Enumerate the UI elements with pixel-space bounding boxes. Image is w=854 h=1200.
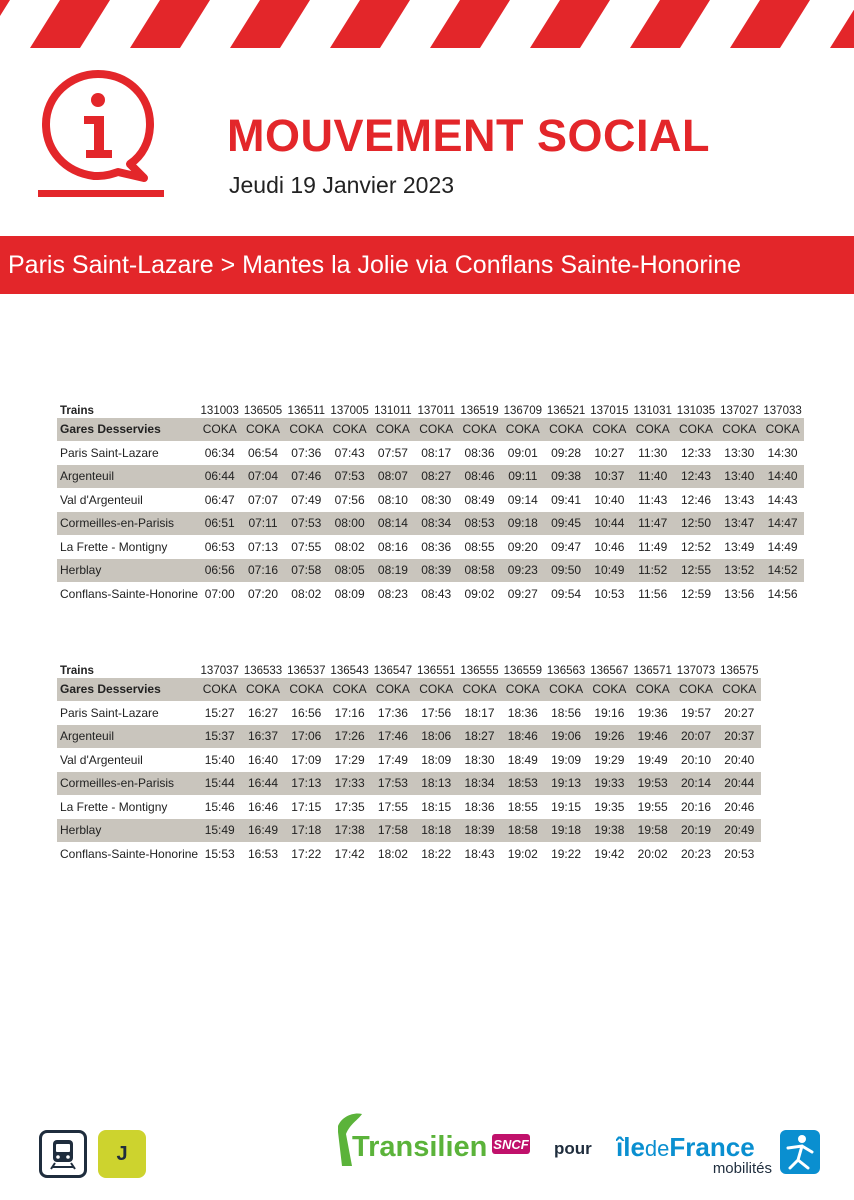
departure-time: 17:09 [291, 752, 322, 767]
departure-time: 09:27 [507, 586, 538, 601]
departure-time: 16:27 [248, 705, 279, 720]
departure-time: 10:27 [594, 445, 625, 460]
departure-time: 20:14 [674, 772, 717, 796]
departure-time: 09:28 [551, 445, 582, 460]
station-name: La Frette - Montigny [60, 539, 168, 554]
train-number-row [57, 393, 804, 418]
station-name: Val d'Argenteuil [60, 752, 143, 767]
departure-time: 15:37 [198, 725, 241, 749]
mission-code: COKA [458, 678, 501, 702]
timetable-morning [57, 393, 804, 606]
departure-time: 08:36 [421, 539, 452, 554]
departure-time: 16:49 [241, 819, 284, 843]
departure-time: 15:49 [198, 819, 241, 843]
departure-time: 18:56 [551, 705, 582, 720]
departure-time: 08:46 [458, 465, 501, 489]
mission-code: COKA [718, 418, 761, 442]
departure-time: 08:07 [371, 465, 414, 489]
train-number: 136571 [633, 664, 672, 677]
departure-time: 11:56 [638, 586, 668, 601]
departure-time: 20:53 [724, 846, 755, 861]
departure-time: 17:29 [334, 752, 365, 767]
mission-code: COKA [415, 418, 458, 442]
departure-time: 17:36 [377, 705, 408, 720]
station-name: Herblay [57, 819, 198, 843]
svg-text:îledeFrance [616, 1132, 755, 1162]
departure-time: 17:49 [377, 752, 408, 767]
departure-time: 15:40 [204, 752, 235, 767]
departure-time: 20:46 [724, 799, 755, 814]
train-icon [39, 1130, 87, 1178]
departure-time: 20:37 [718, 725, 761, 749]
departure-time: 14:49 [767, 539, 798, 554]
departure-time: 19:53 [631, 772, 674, 796]
timetable-afternoon [57, 653, 761, 866]
departure-time: 18:13 [415, 772, 458, 796]
mission-code: COKA [328, 678, 371, 702]
mission-code: COKA [241, 678, 284, 702]
train-number: 136567 [590, 664, 629, 677]
station-name: La Frette - Montigny [60, 799, 168, 814]
departure-time: 13:40 [718, 465, 761, 489]
departure-time: 13:49 [724, 539, 755, 554]
mission-code: COKA [631, 678, 674, 702]
train-number: 137005 [330, 404, 369, 417]
departure-time: 17:56 [421, 705, 452, 720]
departure-time: 06:54 [248, 445, 279, 460]
departure-time: 08:49 [464, 492, 495, 507]
station-name: Cormeilles-en-Parisis [57, 772, 198, 796]
departure-time: 07:00 [204, 586, 235, 601]
departure-time: 19:02 [507, 846, 538, 861]
departure-time: 08:19 [371, 559, 414, 583]
departure-time: 18:06 [415, 725, 458, 749]
departure-time: 11:52 [631, 559, 674, 583]
departure-time: 07:43 [334, 445, 365, 460]
departure-time: 17:55 [377, 799, 408, 814]
departure-time: 11:49 [638, 539, 668, 554]
departure-time: 17:35 [334, 799, 365, 814]
table-row [57, 795, 761, 819]
departure-time: 19:36 [637, 705, 668, 720]
station-name: Argenteuil [57, 725, 198, 749]
trains-label: Trains [60, 664, 94, 677]
departure-time: 19:06 [544, 725, 587, 749]
mission-code: COKA [631, 418, 674, 442]
departure-time: 09:01 [507, 445, 538, 460]
departure-time: 18:27 [458, 725, 501, 749]
departure-time: 19:22 [551, 846, 582, 861]
departure-time: 09:54 [551, 586, 582, 601]
mission-code: COKA [198, 418, 241, 442]
departure-time: 12:52 [680, 539, 711, 554]
idf-de: de [644, 1136, 670, 1161]
departure-time: 07:11 [241, 512, 284, 536]
departure-time: 19:58 [631, 819, 674, 843]
trains-label: Trains [60, 404, 94, 417]
station-name: Cormeilles-en-Parisis [57, 512, 198, 536]
mission-code: COKA [588, 678, 631, 702]
table-row [57, 488, 804, 512]
departure-time: 09:11 [501, 465, 544, 489]
table-row [57, 465, 804, 489]
train-number: 136533 [243, 664, 283, 677]
mission-code: COKA [458, 418, 501, 442]
departure-time: 19:57 [680, 705, 711, 720]
departure-time: 09:38 [544, 465, 587, 489]
departure-time: 18:53 [501, 772, 544, 796]
train-number: 136519 [460, 404, 499, 417]
mission-code: COKA [674, 678, 717, 702]
departure-time: 08:02 [291, 586, 322, 601]
departure-time: 16:56 [291, 705, 322, 720]
departure-time: 19:46 [631, 725, 674, 749]
station-name: Conflans-Sainte-Honorine [60, 846, 199, 861]
departure-time: 07:55 [291, 539, 322, 554]
departure-time: 08:09 [334, 586, 365, 601]
departure-time: 09:18 [501, 512, 544, 536]
departure-time: 20:27 [724, 705, 755, 720]
line-j-badge: J [98, 1130, 146, 1178]
station-name: Herblay [57, 559, 198, 583]
departure-time: 10:46 [594, 539, 625, 554]
mission-row [57, 678, 761, 702]
departure-time: 17:18 [285, 819, 328, 843]
idf-mobilites-logo [616, 1128, 824, 1178]
mission-code: COKA [241, 418, 284, 442]
departure-time: 07:13 [248, 539, 279, 554]
departure-time: 06:47 [204, 492, 235, 507]
train-number: 136537 [287, 664, 326, 677]
departure-time: 08:17 [421, 445, 452, 460]
departure-time: 18:02 [377, 846, 408, 861]
table-row [57, 582, 804, 606]
departure-time: 16:37 [241, 725, 284, 749]
departure-time: 20:19 [674, 819, 717, 843]
pour-label: pour [554, 1139, 592, 1158]
departure-time: 12:55 [674, 559, 717, 583]
table-row [57, 559, 804, 583]
departure-time: 15:46 [204, 799, 235, 814]
departure-time: 19:29 [594, 752, 625, 767]
departure-time: 06:56 [198, 559, 241, 583]
departure-time: 17:26 [328, 725, 371, 749]
table-row [57, 725, 761, 749]
train-number: 137073 [676, 664, 716, 677]
departure-time: 18:36 [507, 705, 538, 720]
departure-time: 19:35 [594, 799, 625, 814]
route-banner [0, 236, 854, 294]
train-number: 137037 [200, 664, 239, 677]
train-number: 136563 [546, 664, 586, 677]
mission-code: COKA [544, 418, 587, 442]
departure-time: 07:46 [285, 465, 328, 489]
mission-code: COKA [674, 418, 717, 442]
departure-time: 20:40 [724, 752, 755, 767]
mission-row [57, 418, 804, 442]
departure-time: 17:13 [285, 772, 328, 796]
departure-time: 17:16 [334, 705, 365, 720]
departure-time: 10:53 [594, 586, 625, 601]
departure-time: 11:43 [638, 492, 668, 507]
departure-time: 08:23 [377, 586, 408, 601]
departure-time: 20:23 [680, 846, 711, 861]
train-number: 131031 [633, 404, 672, 417]
mission-code: COKA [588, 418, 631, 442]
mission-code: COKA [285, 418, 328, 442]
station-name: Paris Saint-Lazare [60, 445, 159, 460]
departure-time: 16:53 [248, 846, 279, 861]
departure-time: 08:53 [458, 512, 501, 536]
departure-time: 10:40 [594, 492, 625, 507]
station-name: Val d'Argenteuil [60, 492, 143, 507]
idf-mobilites: mobilités [712, 1160, 772, 1177]
departure-time: 09:14 [507, 492, 538, 507]
table-row [57, 512, 804, 536]
departure-time: 07:53 [328, 465, 371, 489]
transilien-text: Transilien [352, 1131, 488, 1163]
date-label: Jeudi 19 Janvier 2023 [229, 172, 455, 198]
mission-code: COKA [371, 678, 414, 702]
departure-time: 12:43 [674, 465, 717, 489]
departure-time: 17:15 [291, 799, 322, 814]
departure-time: 20:02 [637, 846, 668, 861]
mission-code: COKA [718, 678, 761, 702]
table-row [57, 842, 761, 866]
mission-code: COKA [761, 418, 804, 442]
departure-time: 09:50 [544, 559, 587, 583]
train-number: 137011 [417, 404, 455, 417]
departure-time: 15:53 [204, 846, 235, 861]
departure-time: 08:05 [328, 559, 371, 583]
table-row [57, 819, 761, 843]
departure-time: 14:30 [767, 445, 798, 460]
departure-time: 08:00 [328, 512, 371, 536]
gares-label: Gares Desservies [57, 418, 198, 442]
departure-time: 06:51 [198, 512, 241, 536]
departure-time: 09:45 [544, 512, 587, 536]
departure-time: 07:16 [241, 559, 284, 583]
departure-time: 11:30 [638, 445, 668, 460]
train-number: 136559 [503, 664, 542, 677]
station-name: Conflans-Sainte-Honorine [60, 586, 199, 601]
departure-time: 19:38 [588, 819, 631, 843]
departure-time: 18:46 [501, 725, 544, 749]
departure-time: 07:58 [285, 559, 328, 583]
departure-time: 07:57 [377, 445, 408, 460]
departure-time: 08:16 [377, 539, 408, 554]
departure-time: 07:36 [291, 445, 322, 460]
departure-time: 18:58 [501, 819, 544, 843]
train-number: 136547 [373, 664, 413, 677]
departure-time: 08:58 [458, 559, 501, 583]
departure-time: 08:02 [334, 539, 365, 554]
departure-time: 18:43 [464, 846, 495, 861]
train-number: 137033 [763, 404, 802, 417]
departure-time: 14:56 [767, 586, 798, 601]
train-number: 137015 [590, 404, 629, 417]
station-name: Argenteuil [57, 465, 198, 489]
mission-code: COKA [328, 418, 371, 442]
departure-time: 08:43 [421, 586, 452, 601]
train-number: 136709 [503, 404, 542, 417]
train-number: 136521 [546, 404, 586, 417]
departure-time: 12:59 [680, 586, 711, 601]
departure-time: 18:09 [421, 752, 452, 767]
departure-time: 19:15 [551, 799, 582, 814]
departure-time: 18:17 [464, 705, 495, 720]
departure-time: 19:33 [588, 772, 631, 796]
departure-time: 18:36 [464, 799, 495, 814]
table-row [57, 535, 804, 559]
departure-time: 18:49 [507, 752, 538, 767]
transilien-logo [332, 1112, 532, 1172]
mission-code: COKA [501, 678, 544, 702]
table-row [57, 701, 761, 725]
departure-time: 17:42 [334, 846, 365, 861]
departure-time: 07:04 [241, 465, 284, 489]
train-number: 136575 [720, 664, 759, 677]
departure-time: 08:14 [371, 512, 414, 536]
departure-time: 18:30 [464, 752, 495, 767]
departure-time: 19:09 [551, 752, 582, 767]
departure-time: 13:30 [724, 445, 755, 460]
train-number: 131011 [374, 404, 412, 417]
departure-time: 20:49 [718, 819, 761, 843]
mission-code: COKA [544, 678, 587, 702]
departure-time: 14:47 [761, 512, 804, 536]
departure-time: 08:34 [415, 512, 458, 536]
train-number: 136555 [460, 664, 499, 677]
departure-time: 07:53 [285, 512, 328, 536]
departure-time: 14:40 [761, 465, 804, 489]
train-number: 136505 [243, 404, 283, 417]
idf-ile: île [616, 1132, 645, 1162]
departure-time: 07:49 [291, 492, 322, 507]
train-number: 131003 [200, 404, 239, 417]
departure-time: 13:56 [724, 586, 755, 601]
departure-time: 18:18 [415, 819, 458, 843]
route-title: Paris Saint-Lazare > Mantes la Jolie via Conflans Sainte-Honorine [8, 251, 742, 279]
departure-time: 08:30 [421, 492, 452, 507]
departure-time: 10:37 [588, 465, 631, 489]
departure-time: 10:49 [588, 559, 631, 583]
departure-time: 08:27 [415, 465, 458, 489]
departure-time: 19:55 [637, 799, 668, 814]
departure-time: 09:20 [507, 539, 538, 554]
departure-time: 07:07 [248, 492, 279, 507]
departure-time: 12:33 [680, 445, 711, 460]
departure-time: 20:16 [680, 799, 711, 814]
departure-time: 19:49 [637, 752, 668, 767]
departure-time: 17:33 [328, 772, 371, 796]
train-number: 137027 [720, 404, 759, 417]
departure-time: 11:47 [631, 512, 674, 536]
departure-time: 08:39 [415, 559, 458, 583]
departure-time: 06:53 [204, 539, 235, 554]
departure-time: 08:36 [464, 445, 495, 460]
departure-time: 08:10 [377, 492, 408, 507]
departure-time: 17:38 [328, 819, 371, 843]
departure-time: 19:16 [594, 705, 625, 720]
departure-time: 07:20 [248, 586, 279, 601]
departure-time: 19:26 [588, 725, 631, 749]
train-number: 136543 [330, 664, 369, 677]
departure-time: 09:41 [551, 492, 582, 507]
departure-time: 10:44 [588, 512, 631, 536]
departure-time: 17:06 [285, 725, 328, 749]
departure-time: 17:53 [371, 772, 414, 796]
mission-code: COKA [198, 678, 241, 702]
departure-time: 11:40 [631, 465, 674, 489]
departure-time: 16:44 [241, 772, 284, 796]
departure-time: 15:27 [204, 705, 235, 720]
mission-code: COKA [285, 678, 328, 702]
mission-code: COKA [371, 418, 414, 442]
departure-time: 14:52 [761, 559, 804, 583]
train-number-row [57, 653, 761, 678]
departure-time: 20:44 [718, 772, 761, 796]
departure-time: 09:02 [464, 586, 495, 601]
departure-time: 20:10 [680, 752, 711, 767]
departure-time: 09:47 [551, 539, 582, 554]
departure-time: 12:46 [680, 492, 711, 507]
departure-time: 17:22 [291, 846, 322, 861]
departure-time: 18:22 [421, 846, 452, 861]
mission-code: COKA [501, 418, 544, 442]
departure-time: 18:34 [458, 772, 501, 796]
station-name: Paris Saint-Lazare [60, 705, 159, 720]
departure-time: 20:07 [674, 725, 717, 749]
hazard-stripes [0, 0, 854, 48]
departure-time: 19:42 [594, 846, 625, 861]
gares-label: Gares Desservies [57, 678, 198, 702]
departure-time: 07:56 [334, 492, 365, 507]
idf-france: France [669, 1132, 755, 1162]
departure-time: 18:55 [507, 799, 538, 814]
departure-time: 16:40 [248, 752, 279, 767]
departure-time: 09:23 [501, 559, 544, 583]
train-number: 136511 [287, 404, 326, 417]
train-number: 131035 [676, 404, 716, 417]
departure-time: 16:46 [248, 799, 279, 814]
table-row [57, 441, 804, 465]
page-title: MOUVEMENT SOCIAL [227, 110, 711, 161]
departure-time: 06:44 [198, 465, 241, 489]
departure-time: 18:15 [421, 799, 452, 814]
departure-time: 13:43 [724, 492, 755, 507]
departure-time: 17:58 [371, 819, 414, 843]
mission-code: COKA [415, 678, 458, 702]
train-number: 136551 [417, 664, 456, 677]
departure-time: 06:34 [204, 445, 235, 460]
table-row [57, 772, 761, 796]
departure-time: 13:52 [718, 559, 761, 583]
departure-time: 15:44 [198, 772, 241, 796]
departure-time: 17:46 [371, 725, 414, 749]
sncf-text: SNCF [493, 1137, 529, 1152]
departure-time: 08:55 [464, 539, 495, 554]
table-row [57, 748, 761, 772]
departure-time: 19:13 [544, 772, 587, 796]
departure-time: 12:50 [674, 512, 717, 536]
info-icon [36, 66, 166, 198]
departure-time: 18:39 [458, 819, 501, 843]
departure-time: 19:18 [544, 819, 587, 843]
departure-time: 13:47 [718, 512, 761, 536]
departure-time: 14:43 [767, 492, 798, 507]
